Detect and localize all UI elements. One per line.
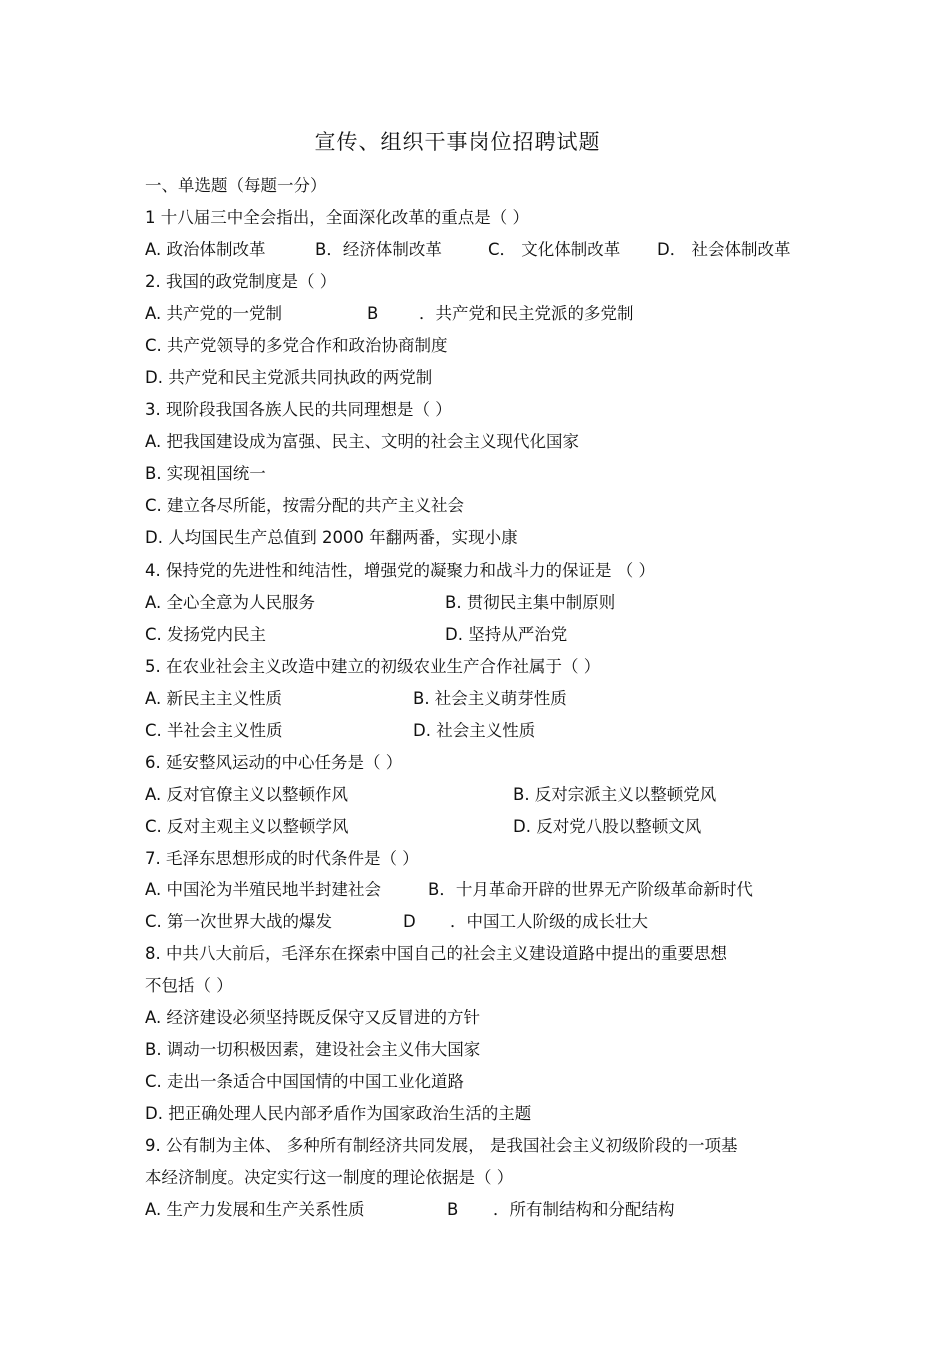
question-8-option-b: B. 调动一切积极因素，建设社会主义伟大国家 <box>145 1040 481 1059</box>
question-8-stem-line-2: 不包括（ ） <box>145 976 233 995</box>
question-5-options-cd <box>145 720 845 742</box>
question-8-option-d: D. 把正确处理人民内部矛盾作为国家政治生活的主题 <box>145 1104 532 1123</box>
option-a: A. 共产党的一党制 <box>145 304 282 323</box>
option-d: D. 坚持从严治党 <box>445 625 568 644</box>
question-3-stem: 3. 现阶段我国各族人民的共同理想是（ ） <box>145 400 452 419</box>
option-d: ．中国工人阶级的成长壮大 <box>450 912 648 931</box>
option-a: A. 政治体制改革 <box>145 240 266 259</box>
question-9-options-ab <box>145 1199 845 1221</box>
question-2-options <box>145 303 845 325</box>
question-2-stem: 2. 我国的政党制度是（ ） <box>145 272 337 291</box>
question-7-stem: 7. 毛泽东思想形成的时代条件是（ ） <box>145 849 419 868</box>
option-b: B. 贯彻民主集中制原则 <box>445 593 616 612</box>
question-6-stem: 6. 延安整风运动的中心任务是（ ） <box>145 753 403 772</box>
option-b: B．十月革命开辟的世界无产阶级革命新时代 <box>428 880 753 899</box>
question-2-option-d: D. 共产党和民主党派共同执政的两党制 <box>145 368 433 387</box>
question-4-options-cd <box>145 624 845 646</box>
question-8-option-c: C. 走出一条适合中国国情的中国工业化道路 <box>145 1072 465 1091</box>
question-6-options-cd <box>145 816 845 838</box>
option-c: C． 文化体制改革 <box>488 240 621 259</box>
option-a: A. 新民主主义性质 <box>145 689 282 708</box>
question-4-stem: 4. 保持党的先进性和纯洁性，增强党的凝聚力和战斗力的保证是 （ ） <box>145 561 655 580</box>
question-4-options-ab <box>145 592 845 614</box>
question-9-stem-line-1: 9. 公有制为主体、 多种所有制经济共同发展， 是我国社会主义初级阶段的一项基 <box>145 1136 738 1155</box>
option-d: D． 社会体制改革 <box>657 240 791 259</box>
question-3-option-c: C. 建立各尽所能，按需分配的共产主义社会 <box>145 496 465 515</box>
question-2-option-c: C. 共产党领导的多党合作和政治协商制度 <box>145 336 448 355</box>
question-8-stem-line-1: 8. 中共八大前后，毛泽东在探索中国自己的社会主义建设道路中提出的重要思想 <box>145 944 727 963</box>
option-b: B. 反对宗派主义以整顿党风 <box>513 785 717 804</box>
option-c: C. 发扬党内民主 <box>145 625 267 644</box>
option-d: D. 社会主义性质 <box>413 721 536 740</box>
option-d-letter: D <box>403 912 416 931</box>
question-6-options-ab <box>145 784 845 806</box>
option-b-letter: B <box>447 1200 459 1219</box>
question-7-options-cd <box>145 911 845 933</box>
question-3-option-d: D. 人均国民生产总值到 2000 年翻两番，实现小康 <box>145 528 518 547</box>
option-c: C. 反对主观主义以整顿学风 <box>145 817 349 836</box>
option-a: A. 中国沦为半殖民地半封建社会 <box>145 880 381 899</box>
option-b-letter: B <box>367 304 379 323</box>
option-b: ．共产党和民主党派的多党制 <box>419 304 634 323</box>
question-5-stem: 5. 在农业社会主义改造中建立的初级农业生产合作社属于（ ） <box>145 657 601 676</box>
option-d: D. 反对党八股以整顿文风 <box>513 817 702 836</box>
question-3-option-a: A. 把我国建设成为富强、民主、文明的社会主义现代化国家 <box>145 432 579 451</box>
option-c: C. 半社会主义性质 <box>145 721 283 740</box>
option-b: B．经济体制改革 <box>315 240 442 259</box>
question-8-option-a: A. 经济建设必须坚持既反保守又反冒进的方针 <box>145 1008 480 1027</box>
question-1-options <box>145 239 845 261</box>
page-title: 宣传、组织干事岗位招聘试题 <box>314 130 601 154</box>
option-a: A. 全心全意为人民服务 <box>145 593 315 612</box>
question-7-options-ab <box>145 879 845 901</box>
question-9-stem-line-2: 本经济制度。决定实行这一制度的理论依据是（ ） <box>145 1168 514 1187</box>
option-b: ．所有制结构和分配结构 <box>493 1200 675 1219</box>
option-c: C. 第一次世界大战的爆发 <box>145 912 333 931</box>
option-a: A. 生产力发展和生产关系性质 <box>145 1200 365 1219</box>
question-1-stem: 1 十八届三中全会指出，全面深化改革的重点是（ ） <box>145 208 529 227</box>
question-5-options-ab <box>145 688 845 710</box>
option-b: B. 社会主义萌芽性质 <box>413 689 567 708</box>
section-heading: 一、单选题（每题一分） <box>145 176 327 195</box>
question-3-option-b: B. 实现祖国统一 <box>145 464 266 483</box>
option-a: A. 反对官僚主义以整顿作风 <box>145 785 348 804</box>
